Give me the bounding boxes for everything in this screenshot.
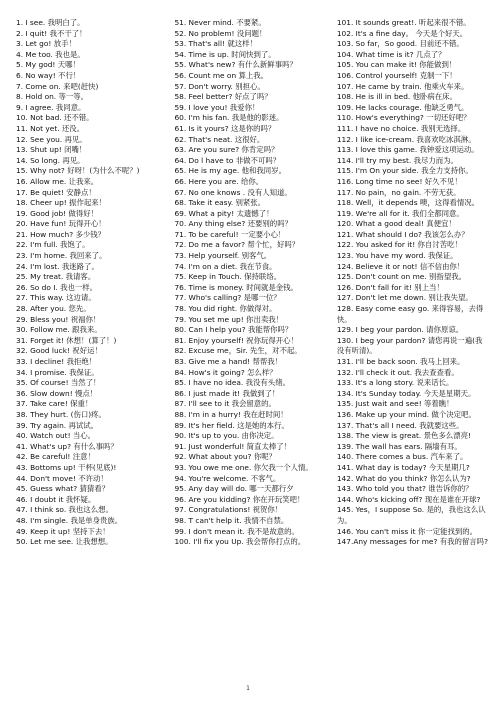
phrase-entry: 74. I'm on a diet. 我在节食。 xyxy=(174,261,277,271)
phrase-entry: 52. No problem! 没问题！ xyxy=(174,28,267,38)
phrase-entry: 31. Forget it! 休想！(算了！) xyxy=(16,335,117,345)
phrase-entry: 145. Yes，I suppose So. 是的，我也这么认为。 xyxy=(336,505,486,525)
phrase-entry: 71. To be careful! 一定要小心！ xyxy=(174,229,286,239)
phrase-entry: 51. Never mind. 不要紧。 xyxy=(174,18,266,27)
phrase-entry: 10. Not bad. 还不错。 xyxy=(16,113,94,123)
phrase-entry: 147.Any messages for me? 有我的留言吗? xyxy=(336,537,488,547)
phrase-entry: 59. I love you! 我爱你！ xyxy=(174,102,260,112)
phrase-entry: 47. I think so. 我也这么想。 xyxy=(16,505,113,515)
phrase-entry: 38. They hurt. (伤口)疼。 xyxy=(16,409,106,419)
phrase-columns xyxy=(16,18,488,548)
phrase-entry: 40. Watch out! 当心。 xyxy=(16,431,96,441)
phrase-entry: 48. I'm single. 我是单身贵族。 xyxy=(16,515,123,525)
phrase-entry: 49. Keep it up! 坚持下去！ xyxy=(16,526,110,536)
phrase-entry: 115. I'm On your side. 我全力支持你。 xyxy=(336,166,473,176)
phrase-entry: 33. I decline! 我拒绝！ xyxy=(16,357,97,366)
phrase-entry: 75. Keep in Touch. 保持联络。 xyxy=(174,272,282,282)
phrase-entry: 142. What do you think? 你怎么认为? xyxy=(336,473,471,483)
phrase-entry: 36. Slow down! 慢点！ xyxy=(16,388,98,398)
phrase-entry: 120. What a good deal! 真便宜！ xyxy=(336,219,456,229)
phrase-entry: 12. See you. 再见。 xyxy=(16,134,87,144)
phrase-entry: 133. It's a long story. 说来话长。 xyxy=(336,378,454,388)
phrase-entry: 108. He is ill in bed. 他卧病在床。 xyxy=(336,92,457,102)
phrase-entry: 91. Just wonderful! 简直太棒了！ xyxy=(174,441,292,451)
phrase-entry: 121. What should I do? 我该怎么办？ xyxy=(336,229,469,239)
phrase-entry: 107. He came by train. 他乘火车来。 xyxy=(336,81,469,91)
phrase-entry: 37. Take care! 保重！ xyxy=(16,399,93,409)
phrase-entry: 137. That's all I need. 我就要这些。 xyxy=(336,420,464,430)
phrase-entry: 96. Are you kidding? 你在开玩笑吧！ xyxy=(174,494,305,504)
phrase-entry: 103. So far，So good. 目前还不错。 xyxy=(336,39,464,49)
phrase-entry: 93. You owe me one. 你欠我一个人情。 xyxy=(174,462,313,472)
phrase-entry: 25. My treat. 我请客。 xyxy=(16,272,96,282)
phrase-entry: 130. I beg your pardon? 请您再说一遍(我没有听清)。 xyxy=(336,335,483,356)
phrase-entry: 32. Good luck! 祝好运！ xyxy=(16,346,102,356)
phrase-entry: 118. Well，it depends 噢，这得看情况。 xyxy=(336,198,480,208)
phrase-entry: 4. Me too. 我也是。 xyxy=(16,49,85,59)
phrase-entry: 134. It's Sunday today. 今天是星期天。 xyxy=(336,388,476,398)
phrase-entry: 111. I have no choice. 我别无选择。 xyxy=(336,123,466,133)
phrase-entry: 22. I'm full. 我饱了。 xyxy=(16,240,90,250)
phrase-entry: 11. Not yet. 还没。 xyxy=(16,123,85,133)
phrase-entry: 139. The wall has ears. 隔墙有耳。 xyxy=(336,441,462,451)
phrase-entry: 41. What's up? 有什么事吗？ xyxy=(16,441,118,451)
phrase-entry: 84. How's it going? 怎么样？ xyxy=(174,367,277,377)
phrase-entry: 85. I have no idea. 我没有头绪。 xyxy=(174,378,290,388)
phrase-entry: 34. I promise. 我保证。 xyxy=(16,367,99,377)
phrase-entry: 82. Excuse me，Sir. 先生，对不起。 xyxy=(174,346,302,356)
phrase-entry: 109. He lacks courage. 他缺乏勇气。 xyxy=(336,102,469,112)
phrase-entry: 122. You asked for it! 你自讨苦吃！ xyxy=(336,240,462,250)
phrase-entry: 42. Be careful! 注意！ xyxy=(16,452,95,462)
phrase-entry: 67. No one knows . 没有人知道。 xyxy=(174,187,292,197)
phrase-entry: 90. It's up to you. 由你决定。 xyxy=(174,431,279,441)
phrase-entry: 44. Don't move! 不许动！ xyxy=(16,473,108,483)
phrase-entry: 98. T can't help it. 我情不自禁。 xyxy=(174,515,289,525)
phrase-entry: 117. No pain，no gain. 不劳无获。 xyxy=(336,187,461,197)
phrase-entry: 143. Who told you that? 谁告诉你的？ xyxy=(336,484,473,494)
phrase-entry: 132. I'll check it out. 我去查查看。 xyxy=(336,367,459,377)
phrase-entry: 6. No way! 不行！ xyxy=(16,70,81,80)
phrase-entry: 110. How's everything? 一切还好吧？ xyxy=(336,113,471,123)
phrase-entry: 3. Let go! 放手！ xyxy=(16,39,76,49)
phrase-entry: 1. I see. 我明白了。 xyxy=(16,18,85,27)
phrase-entry: 78. You did right. 你做得对。 xyxy=(174,304,277,314)
phrase-entry: 26. So do I. 我也一样。 xyxy=(16,282,98,292)
phrase-entry: 127. Don't let me down. 别让我失望。 xyxy=(336,293,473,303)
phrase-entry: 136. Make up your mind. 做个决定吧。 xyxy=(336,409,476,419)
phrase-entry: 56. Count me on 算上我。 xyxy=(174,70,269,80)
phrase-entry: 66. Here you are. 给你。 xyxy=(174,176,264,186)
phrase-entry: 89. It's her field. 这是她的本行。 xyxy=(174,420,289,430)
phrase-entry: 5. My god! 天哪！ xyxy=(16,60,80,70)
phrase-entry: 128. Easy come easy go. 来得容易，去得快。 xyxy=(336,304,484,324)
phrase-entry: 87. I'll see to it 我会留意的。 xyxy=(174,399,276,409)
phrase-entry: 17. Be quiet! 安静点！ xyxy=(16,187,96,197)
phrase-entry: 114. I'll try my best. 我尽力而为。 xyxy=(336,155,458,165)
phrase-entry: 2. I quit! 我不干了！ xyxy=(16,28,87,38)
phrase-entry: 100. I'll fix you Up. 我会帮你打点的。 xyxy=(174,537,306,547)
phrase-entry: 119. We're all for it. 我们全都同意。 xyxy=(336,208,464,218)
phrase-entry: 141. What day is today? 今天星期几? xyxy=(336,462,470,472)
phrase-entry: 16. Allow me. 让我来。 xyxy=(16,176,99,186)
phrase-entry: 140. There comes a bus. 汽车来了。 xyxy=(336,452,468,462)
phrase-entry: 63. Are you sure? 你肯定吗？ xyxy=(174,145,279,155)
phrase-entry: 57. Don't worry. 别担心。 xyxy=(174,81,265,91)
phrase-entry: 64. Do l have to 非做不可吗？ xyxy=(174,155,281,165)
phrase-entry: 101. It sounds great!. 听起来很不错。 xyxy=(336,18,471,27)
phrase-entry: 19. Good job! 做得好！ xyxy=(16,208,99,218)
phrase-entry: 92. What about you? 你呢？ xyxy=(174,452,277,462)
phrase-entry: 55. What's new? 有什么新鲜事吗？ xyxy=(174,60,297,70)
phrase-entry: 88. I'm in a hurry! 我在赶时间！ xyxy=(174,409,288,419)
phrase-entry: 105. You can make it! 你能做到！ xyxy=(336,60,457,70)
phrase-entry: 129. I beg your pardon. 请你原谅。 xyxy=(336,325,464,335)
phrase-entry: 70. Any thing else? 还要别的吗？ xyxy=(174,219,292,229)
phrase-entry: 15. Why not? 好呀！(为什么不呢？) xyxy=(16,166,140,176)
phrase-entry: 76. Time is money. 时间就是金钱。 xyxy=(174,282,298,292)
phrase-entry: 95. Any day will do. 哪一天都行夕 xyxy=(174,484,294,494)
phrase-entry: 18. Cheer up! 振作起来！ xyxy=(16,198,107,208)
phrase-entry: 138. The view is great. 景色多么漂亮! xyxy=(336,431,471,441)
phrase-entry: 14. So long. 再见。 xyxy=(16,155,85,165)
phrase-entry: 80. Can I help you? 我能帮你吗？ xyxy=(174,325,293,335)
phrase-entry: 21. How much? 多少钱？ xyxy=(16,229,106,239)
phrase-entry: 29. Bless you! 祝福你！ xyxy=(16,314,101,324)
phrase-entry: 50. Let me see. 让我想想。 xyxy=(16,537,113,547)
phrase-entry: 24. I'm lost. 我迷路了。 xyxy=(16,261,99,271)
phrase-entry: 61. Is it yours? 这是你的吗？ xyxy=(174,123,276,133)
phrase-entry: 102. It's a fine day。 今天是个好天。 xyxy=(336,28,468,38)
phrase-entry: 39. Try again. 再试试。 xyxy=(16,420,99,430)
phrase-entry: 68. Take it easy. 别紧张。 xyxy=(174,198,266,208)
phrase-entry: 28. After you. 您先。 xyxy=(16,304,91,314)
phrase-entry: 113. I love this game. 我钟爱这项运动。 xyxy=(336,145,479,155)
phrase-entry: 104. What time is it? 几点了？ xyxy=(336,49,446,59)
phrase-entry: 69. What a pity! 太遗憾了！ xyxy=(174,208,274,218)
phrase-entry: 135. Just wait and see! 等着瞧！ xyxy=(336,399,454,409)
phrase-entry: 125. Don't count on me. 别指望我。 xyxy=(336,272,466,282)
phrase-entry: 62. That's neat. 这很好。 xyxy=(174,134,265,144)
phrase-column-1 xyxy=(16,18,170,548)
phrase-entry: 35. Of course! 当然了！ xyxy=(16,378,101,388)
phrase-entry: 94. You're welcome. 不客气。 xyxy=(174,473,281,483)
phrase-entry: 13. Shut up! 闭嘴！ xyxy=(16,145,87,155)
phrase-entry: 116. Long time no see! 好久不见！ xyxy=(336,176,462,186)
phrase-entry: 23. I'm home. 我回来了。 xyxy=(16,251,107,261)
phrase-entry: 144. Who's kicking off? 现在是谁在开球? xyxy=(336,494,481,504)
phrase-entry: 43. Bottoms up! 干杯(见底)! xyxy=(16,462,117,472)
phrase-entry: 79. You set me up! 你出卖我！ xyxy=(174,314,284,324)
phrase-entry: 20. Have fun! 玩得开心！ xyxy=(16,219,106,229)
phrase-entry: 126. Don't fall for it! 别上当！ xyxy=(336,282,444,292)
phrase-entry: 27. This way. 这边请。 xyxy=(16,293,96,303)
page-number: 1 xyxy=(246,685,250,692)
phrase-entry: 97. Congratulations! 祝贺你！ xyxy=(174,505,283,515)
phrase-entry: 30. Follow me. 跟我来。 xyxy=(16,325,102,335)
phrase-entry: 83. Give me a hand! 帮帮我！ xyxy=(174,357,283,366)
phrase-entry: 73. Help yourself. 别客气。 xyxy=(174,251,272,261)
phrase-entry: 99. I don't mean it. 我不是故意的。 xyxy=(174,526,299,536)
phrase-entry: 86. I just made it! 我做到了！ xyxy=(174,388,280,398)
phrase-entry: 45. Guess what? 猜猜看？ xyxy=(16,484,110,494)
phrase-entry: 106. Control yourself! 克制一下！ xyxy=(336,70,457,80)
phrase-entry: 58. Feel better? 好点了吗？ xyxy=(174,92,272,102)
phrase-entry: 8. Hold on. 等一等。 xyxy=(16,92,89,102)
phrase-entry: 77. Who's calling? 是哪一位？ xyxy=(174,293,281,303)
phrase-entry: 60. I'm his fan. 我是他的影迷。 xyxy=(174,113,284,123)
phrase-column-2 xyxy=(174,18,330,548)
phrase-entry: 53. That's all! 就这样！ xyxy=(174,39,257,49)
phrase-entry: 123. You have my word. 我保证。 xyxy=(336,251,458,261)
phrase-entry: 54. Time is up. 时间快到了。 xyxy=(174,49,276,59)
phrase-entry: 81. Enjoy yourself! 祝你玩得开心！ xyxy=(174,335,298,345)
phrase-entry: 131. I'll be back soon. 我马上回来。 xyxy=(336,357,465,366)
phrase-entry: 124. Believe it or not! 信不信由你！ xyxy=(336,261,465,271)
phrase-entry: 7. Come on. 来吧(赶快) xyxy=(16,81,99,91)
phrase-entry: 72. Do me a favor? 帮个忙，好吗？ xyxy=(174,240,300,250)
phrase-entry: 146. You can't miss it 你一定能找到的。 xyxy=(336,526,478,536)
phrase-entry: 112. I like ice-cream. 我喜欢吃冰淇淋。 xyxy=(336,134,476,144)
phrase-entry: 65. He is my age. 他和我同岁。 xyxy=(174,166,286,176)
phrase-column-3 xyxy=(337,18,488,548)
phrase-entry: 9. I agree. 我同意。 xyxy=(16,102,86,112)
phrase-entry: 46. I doubt it 我怀疑。 xyxy=(16,494,96,504)
